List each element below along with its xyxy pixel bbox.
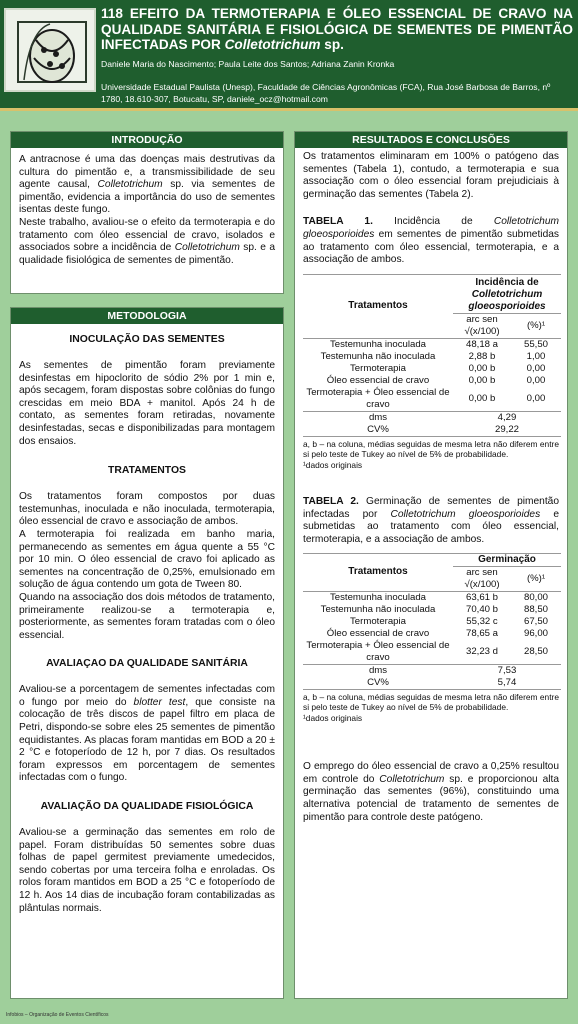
table1-cell-a: 0,00 b [468,392,496,404]
table1-row [303,387,561,412]
table1-cell-b: 0,00 [526,374,546,386]
table2-row [303,604,561,616]
table2-dms-value: 7,53 [497,664,517,676]
table1-row [303,351,561,363]
results-title: RESULTADOS E CONCLUSÕES [295,132,567,148]
table2-cell-a: 63,61 b [465,591,498,603]
table2-cv-value: 5,74 [497,676,517,688]
table2-cell-b: 88,50 [523,603,548,615]
table2-cell-t: Termoterapia + Óleo essencial de cravo [306,639,450,663]
table1-cell-t: Termoterapia + Óleo essencial de cravo [306,386,450,410]
table2-row [303,640,561,665]
table1-subheader-arcsen: arc sen √(x/100) [464,313,500,337]
table2-cell-a: 70,40 b [465,603,498,615]
table2-cell-a: 55,32 c [466,615,498,627]
table2-cell-b: 67,50 [523,615,548,627]
header-divider [0,108,578,111]
intro-text: A antracnose é uma das doenças mais destrutivas da cultura do pimentão e, a transmissibilidade de seu agente causal, Colletotrichum sp. via sementes de pimentão, evidencia a importância do uso de sementes isentas deste fungo. Neste trabalho, avaliou-se o efeito da termoterapia e do tratamento com óleo essencial de cravo, isolados e associados sobre a incidência de Colletotrichum sp. e a qualidade fisiológica de sementes de pimentão. [19,154,275,266]
table1-cell-t: Óleo essencial de cravo [326,374,430,386]
sanitary-text: Avaliou-se a porcentagem de sementes infectadas com o fungo por meio do blotter test, que consiste na colocação de três discos de papel filtro em placa de Petri, dispondo-se sobre eles 25 sementes de pimentão equidistantes. As placas foram mantidas em BOD a 20 ± 2 °C e fotoperíodo de 12 h, por 7 dias. Os resultados foram expressos em porcentagem de sementes infectadas com o fungo. [19,684,275,784]
physiological-heading: AVALIAÇÃO DA QUALIDADE FISIOLÓGICA [40,801,254,813]
affiliation: Universidade Estadual Paulista (Unesp), Faculdade de Ciências Agronômicas (FCA), Rua José Barbosa de Barros, nº 1780, 18.610-307, Botucatu, SP, daniele_ocz@hotmail.com [101,82,551,104]
table2-dms-label: dms [368,664,388,676]
table1-footnote-original: ¹dados originais [303,459,363,470]
methodology-title: METODOLOGIA [11,308,283,324]
table1-row [303,363,561,375]
table1-cell-t: Termoterapia [350,362,406,374]
table1-cell-t: Testemunha inoculada [329,338,426,350]
footer-credit: Infobios – Organização de Eventos Científicos [6,1012,109,1018]
table1-cell-b: 0,00 [526,362,546,374]
table2 [303,553,561,690]
table2-cell-b: 28,50 [523,645,548,657]
results-intro-text: Os tratamentos eliminaram em 100% o patógeno das sementes (Tabela 1), contudo, a termoterapia e sua associação com o óleo essencial foram prejudiciais à germinação das sementes (Tabela 2). [303,151,559,200]
conclusion-text: O emprego do óleo essencial de cravo a 0,25% resultou em controle do Colletotrichum sp. e proporcionou alta germinação das sementes (96%), constituindo uma alternativa potencial de tratamento de sementes de pimentão para controle deste patógeno. [303,761,559,823]
table2-footnote: a, b – na coluna, médias seguidas de mesma letra não diferem entre si pelo teste de Tukey ao nível de 5% de probabilidade. [303,691,559,713]
table2-cell-a: 78,65 a [465,627,498,639]
table1-subheader-percent: (%)¹ [526,319,546,331]
table1-cell-b: 0,00 [526,392,546,404]
table2-cell-t: Termoterapia [350,615,406,627]
table2-footnote-original: ¹dados originais [303,712,363,723]
treatments-text: Os tratamentos foram compostos por duas testemunhas, inoculada e não inoculada, termoterapia, óleo essencial de cravo e associação de ambos. A termoterapia foi realizada em banho maria, permanecendo as sementes em água quente a 55 °C por 10 min. O óleo essencial de cravo foi aplicado as sementes na concentração de 0,25%, emulsionado em solução de água contendo um gota de Tween 80. Quando na associação dos dois métodos de tratamento, primeiramente realizou-se a termoterapia e, posteriormente, as sementes foram tratadas com o óleo essencial. [19,491,275,641]
table1-header-incidence: Incidência de Colletotrichum gloeosporioides [453,274,561,313]
table1-cell-a: 48,18 a [465,338,498,350]
table1-cell-a: 0,00 b [468,374,496,386]
table1-header-treatments: Tratamentos [348,300,408,312]
table2-cell-t: Testemunha não inoculada [320,603,436,615]
table1-cell-t: Testemunha não inoculada [320,350,436,362]
table2-subheader-percent: (%)¹ [526,572,546,584]
intro-panel [10,131,284,294]
authors: Daniele Maria do Nascimento; Paula Leite dos Santos; Adriana Zanin Kronka [101,59,395,69]
table1-cell-a: 0,00 b [468,362,496,374]
table2-row [303,628,561,640]
table2-cell-t: Testemunha inoculada [329,591,426,603]
table1-cell-a: 2,88 b [468,350,496,362]
table2-cell-b: 96,00 [523,627,548,639]
table2-header-treatments: Tratamentos [348,566,408,578]
table1-cv-label: CV% [367,423,389,435]
table2-cv-label: CV% [367,676,389,688]
table1-dms-value: 4,29 [497,411,517,423]
inoculation-text: As sementes de pimentão foram previamente desinfestas em hipoclorito de sódio 2% por 1 min e, após secagem, foram dispostas sobre colônias do fungo crescidas em meio BDA + manitol. Após 24 h de contato, as sementes foram retiradas, novamente desinfestadas, secas e disponibilizadas para montagem dos ensaios. [19,360,275,447]
table2-cell-t: Óleo essencial de cravo [326,627,430,639]
physiological-text: Avaliou-se a germinação das sementes em rolo de papel. Foram distribuídas 50 sementes sobre duas folhas de papel germitest previamente umedecidos, sendo cobertas por uma terceira folha e enroladas. Os rolos foram mantidos em BOD a 25 °C e fotoperíodo de 12 h. Aos 14 dias de incubação foram contabilizadas as plântulas normais. [19,827,275,914]
institution-logo [4,8,96,92]
table1-cell-b: 55,50 [523,338,548,350]
table1-caption: TABELA 1. Incidência de Colletotrichum gloeosporioides em sementes de pimentão submetidas ao tratamento com óleo essencial, termoterapia, e a associação de ambos. [303,216,559,266]
table2-cell-b: 80,00 [523,591,548,603]
table1-row [303,375,561,387]
table2-subheader-arcsen: arc sen √(x/100) [464,566,500,590]
inoculation-heading: INOCULAÇÃO DAS SEMENTES [69,334,225,345]
table1 [303,274,561,437]
poster-title: 118 EFEITO DA TERMOTERAPIA E ÓLEO ESSENCIAL DE CRAVO NA QUALIDADE SANITÁRIA E FISIOLÓGICA DE SEMENTES DE PIMENTÃO INFECTADAS POR Colletotrichum sp. [101,6,573,52]
table1-cv-value: 29,22 [494,423,519,435]
treatments-heading: TRATAMENTOS [108,465,186,477]
sanitary-heading: AVALIAÇAO DA QUALIDADE SANITÁRIA [46,658,248,670]
table2-row [303,616,561,628]
table2-header-germination: Germinação [453,553,561,566]
methodology-panel [10,307,284,999]
table1-cell-b: 1,00 [526,350,546,362]
table2-caption: TABELA 2. Germinação de sementes de pimentão infectadas por Colletotrichum gloeosporioides e submetidas ao tratamento com óleo essencial, termoterapia, e a associação de ambos. [303,496,560,546]
table1-footnote: a, b – na coluna, médias seguidas de mesma letra não diferem entre si pelo teste de Tukey ao nível de 5% de probabilidade. [303,438,559,460]
table2-row [303,591,561,604]
table1-dms-label: dms [368,411,388,423]
table1-row [303,338,561,351]
results-panel [294,131,568,999]
intro-title: INTRODUÇÃO [11,132,283,148]
table2-cell-a: 32,23 d [465,645,498,657]
poster-header [0,0,578,110]
